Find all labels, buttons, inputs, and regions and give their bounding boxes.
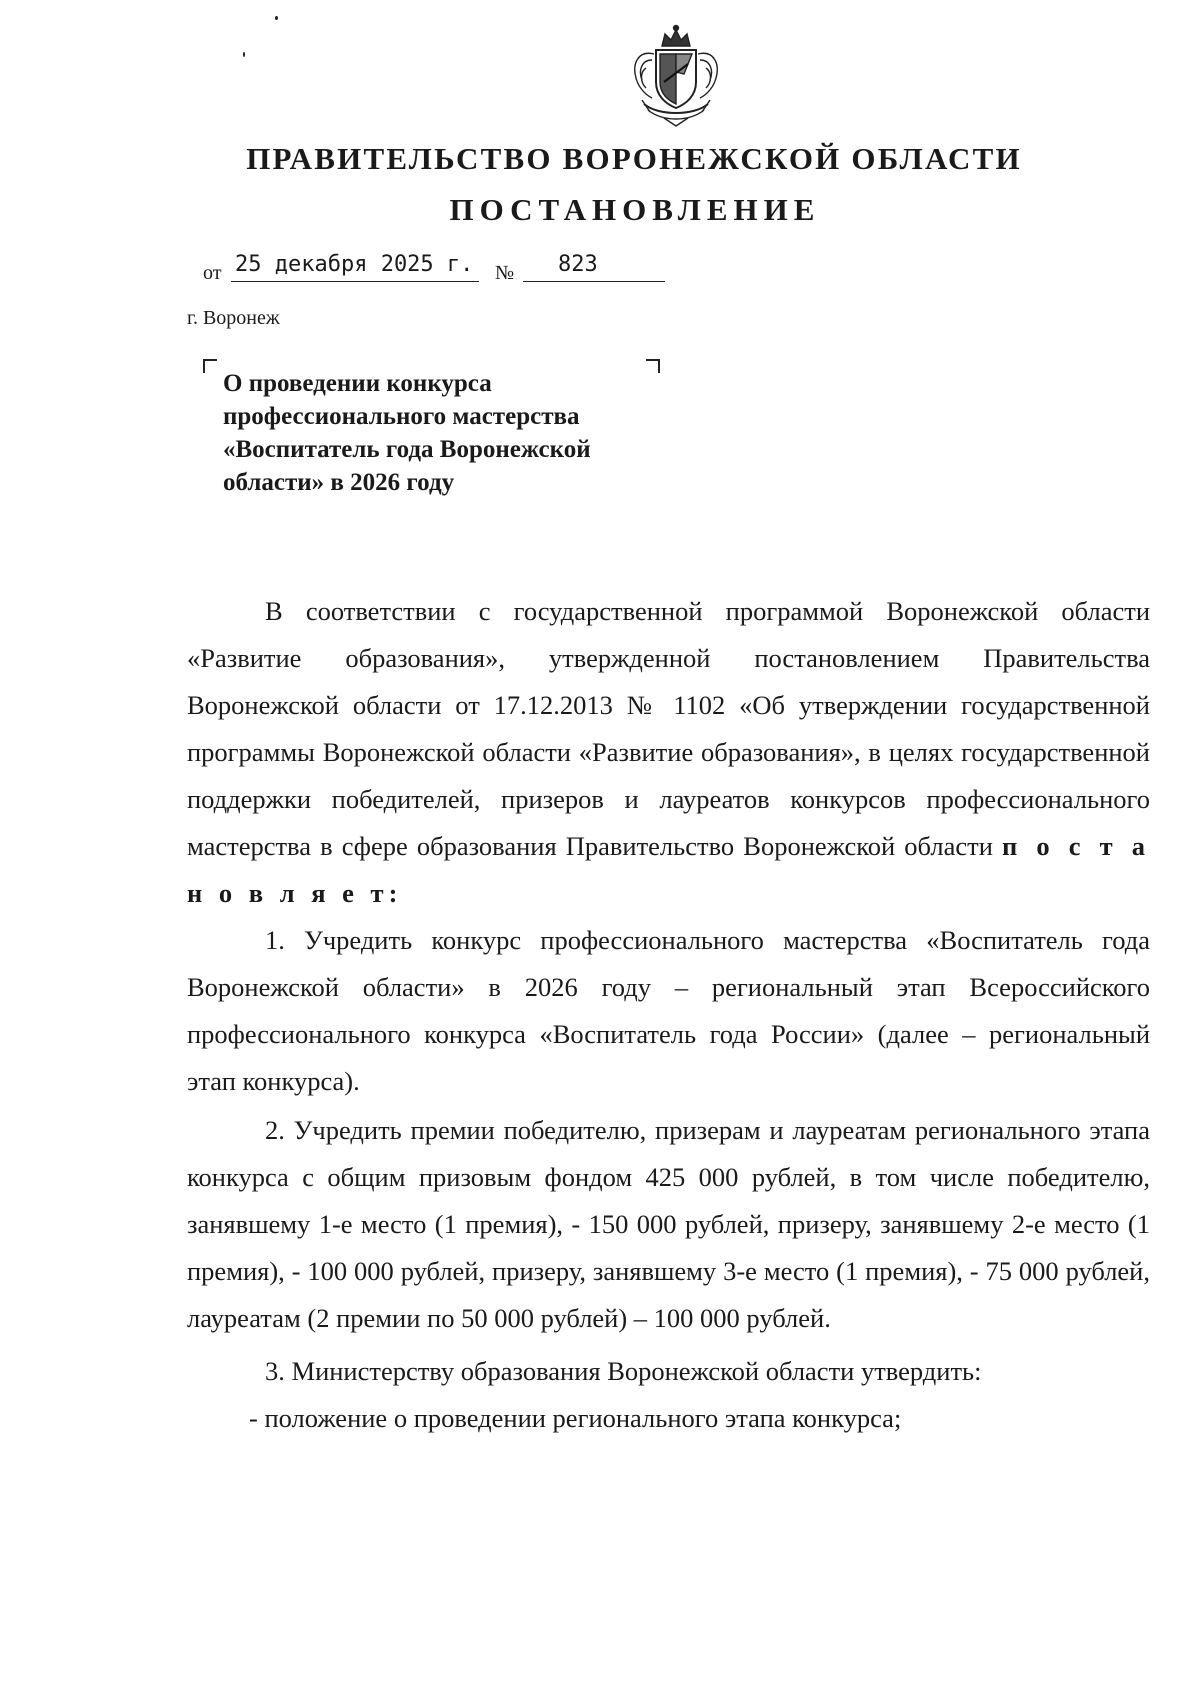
item-1: 1. Учредить конкурс профессионального мастерства «Воспитатель года Воронежской области» в 2026 году – региональный этап Всероссийского профессионального конкурса «Воспитатель года России» (далее – региональный этап конкурса). [187,925,1150,1096]
government-title: ПРАВИТЕЛЬСТВО ВОРОНЕЖСКОЙ ОБЛАСТИ [246,141,1022,176]
item-3-subitem: - положение о проведении регионального этапа конкурса; [249,1403,902,1433]
item-2: 2. Учредить премии победителю, призерам и лауреатам регионального этапа конкурса с общим призовым фондом 425 000 рублей, в том числе победителю, занявшему 1-е место (1 премия), - 150 000 рублей, призеру, занявшему 2-е место (1 премия), - 100 000 рублей, призеру, занявшему 3-е место (1 премия), - 75 000 рублей, лауреатам (2 премии по 50 000 рублей) – 100 000 рублей. [187,1115,1150,1333]
document-body [187,588,1150,1442]
date-underline [231,281,479,282]
number-underline [523,281,665,282]
date-number-line [203,252,683,288]
number-prefix: № [495,262,515,284]
subject-line: профессионального мастерства [223,403,580,430]
item-3: 3. Министерству образования Воронежской области утвердить: [265,1356,982,1386]
subject-bracket-left [203,359,217,373]
document-date: 25 декабря 2025 г. [235,252,474,277]
coat-of-arms-icon [624,24,728,130]
subject-line: О проведении конкурса [223,370,492,397]
preamble-paragraph [187,588,1150,917]
scan-speck [243,52,245,57]
city-name: г. Воронеж [187,307,280,329]
document-subject [223,367,673,499]
date-prefix: от [203,262,222,284]
document-type: ПОСТАНОВЛЕНИЕ [449,192,821,227]
subject-line: области» в 2026 году [223,469,455,496]
scan-speck [275,16,278,20]
preamble-text: В соответствии с государственной программой Воронежской области «Развитие образования», утвержденной постановлением Правительства Воронежской области от 17.12.2013 № 1102 «Об утверждении государственной программы Воронежской области «Развитие образования», в целях государственной поддержки победителей, призеров и лауреатов конкурсов профессионального мастерства в сфере образования Правительство Воронежской области [187,596,1150,861]
document-number: 823 [558,252,598,277]
subject-line: «Воспитатель года Воронежской [223,436,591,463]
decree-word: п о с т а н о в л я е т: [187,831,1150,908]
